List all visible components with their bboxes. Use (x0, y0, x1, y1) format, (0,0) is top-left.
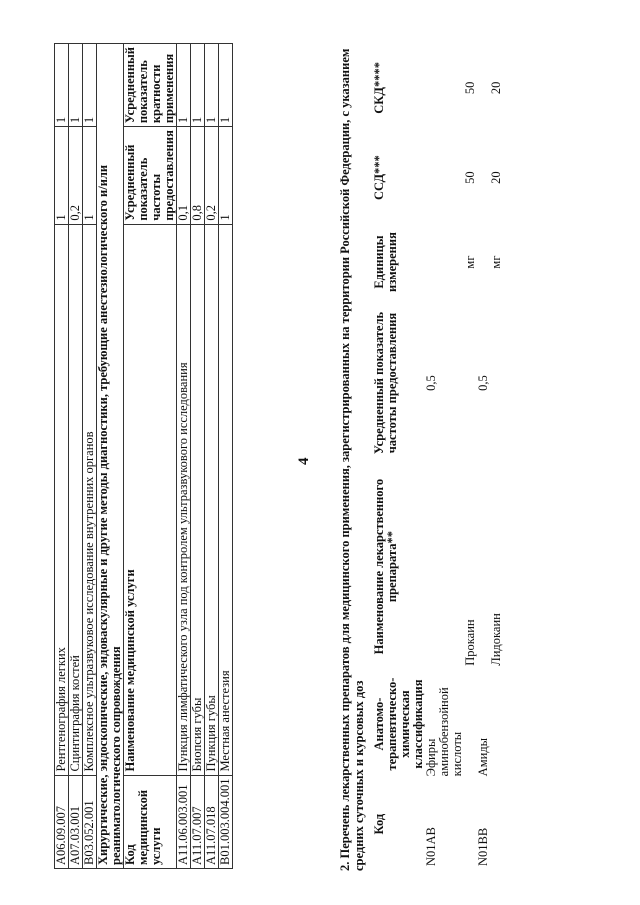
drug-skd: 20 (489, 81, 503, 95)
drug-atc: Эфиры аминобензойной кислоты (424, 687, 464, 777)
drug-code: N01BB (476, 827, 490, 866)
header-drug: Наименование лекарственного препарата** (372, 478, 399, 655)
service-code: A06.09.007 (55, 775, 69, 868)
header-frequency: Усредненный показатель частоты предоставления (124, 127, 177, 225)
section-2-title: 2. Перечень лекарственных препаратов для медицинского применения, зарегистрированных на территории Российской Федерации, с указанием средних суточных и курсовых доз (338, 48, 366, 871)
table-row (55, 44, 69, 869)
header-name: Наименование медицинской услуги (124, 224, 177, 775)
drug-skd: 50 (463, 81, 477, 95)
service-frequency: 0,8 (191, 127, 205, 225)
drug-frequency: 0,5 (424, 375, 438, 391)
drug-code (490, 779, 503, 869)
header-ssd: ССД*** (372, 155, 386, 200)
service-code: B03.052.001 (83, 775, 97, 868)
service-multiplicity: 1 (83, 44, 97, 127)
drug-atc: Амиды (476, 737, 490, 777)
service-frequency: 0,2 (69, 127, 83, 225)
header-atc: Анатомо-терапевтическо-химическая классификация (372, 677, 425, 771)
drug-skd (425, 43, 464, 133)
table-row (205, 44, 219, 869)
table-row (177, 44, 191, 869)
drug-name: Прокаин (463, 619, 477, 666)
service-code: A11.07.007 (191, 775, 205, 868)
table-row (83, 44, 97, 869)
drug-atc (490, 669, 503, 780)
table-row (219, 44, 233, 869)
drug-name: Лидокаин (489, 613, 503, 666)
header-unit: Единицы измерения (372, 232, 399, 292)
drug-ssd: 50 (463, 171, 477, 184)
service-name: Местная анестезия (219, 224, 233, 775)
drug-unit (425, 222, 464, 301)
page-number: 4 (296, 457, 312, 465)
medical-services-table (54, 43, 233, 869)
service-name: Биопсия губы (191, 224, 205, 775)
table-row (490, 43, 503, 869)
service-multiplicity: 1 (69, 44, 83, 127)
section-title-row (97, 44, 124, 869)
service-multiplicity: 1 (219, 44, 233, 127)
service-name: Пункция лимфатического узла под контролем ультразвукового исследования (177, 224, 191, 775)
service-code: A07.03.001 (69, 775, 83, 868)
drug-ssd: 20 (489, 171, 503, 184)
service-code: A11.07.018 (205, 775, 219, 868)
service-code: B01.003.004.001 (219, 775, 233, 868)
drug-frequency: 0,5 (476, 375, 490, 391)
header-skd: СКД**** (372, 62, 386, 114)
drug-unit: мг (463, 255, 477, 269)
service-frequency: 1 (55, 127, 69, 225)
section-title: Хирургические, эндоскопические, эндоваскулярные и другие методы диагностики, требующие анестезиологического и/или реаниматологического сопровождения (97, 44, 124, 869)
table-header-row (124, 44, 177, 869)
service-code: A11.06.003.001 (177, 775, 191, 868)
drugs-table (373, 43, 503, 869)
service-multiplicity: 1 (55, 44, 69, 127)
service-frequency: 1 (219, 127, 233, 225)
service-name: Сцинтиграфия костей (69, 224, 83, 775)
service-frequency: 1 (83, 127, 97, 225)
service-multiplicity: 1 (177, 44, 191, 127)
service-name: Пункция губы (205, 224, 219, 775)
table-row (69, 44, 83, 869)
header-frequency: Усредненный показатель частоты предоставления (372, 311, 399, 455)
drug-ssd (425, 133, 464, 223)
drug-code: N01AB (424, 827, 438, 866)
header-multiplicity: Усредненный показатель кратности применения (124, 44, 177, 127)
service-multiplicity: 1 (191, 44, 205, 127)
table-row (425, 43, 464, 869)
table-row (191, 44, 205, 869)
drug-name (425, 464, 464, 668)
header-code: Код (372, 813, 386, 835)
service-frequency: 0,2 (205, 127, 219, 225)
table-row (477, 43, 490, 869)
service-multiplicity: 1 (205, 44, 219, 127)
service-name: Комплексное ультразвуковое исследование внутренних органов (83, 224, 97, 775)
drug-unit: мг (489, 255, 503, 269)
table-header-row (373, 43, 425, 869)
service-name: Рентгенография легких (55, 224, 69, 775)
drug-frequency (490, 302, 503, 465)
service-frequency: 0,1 (177, 127, 191, 225)
header-code: Код медицинской услуги (124, 775, 177, 868)
